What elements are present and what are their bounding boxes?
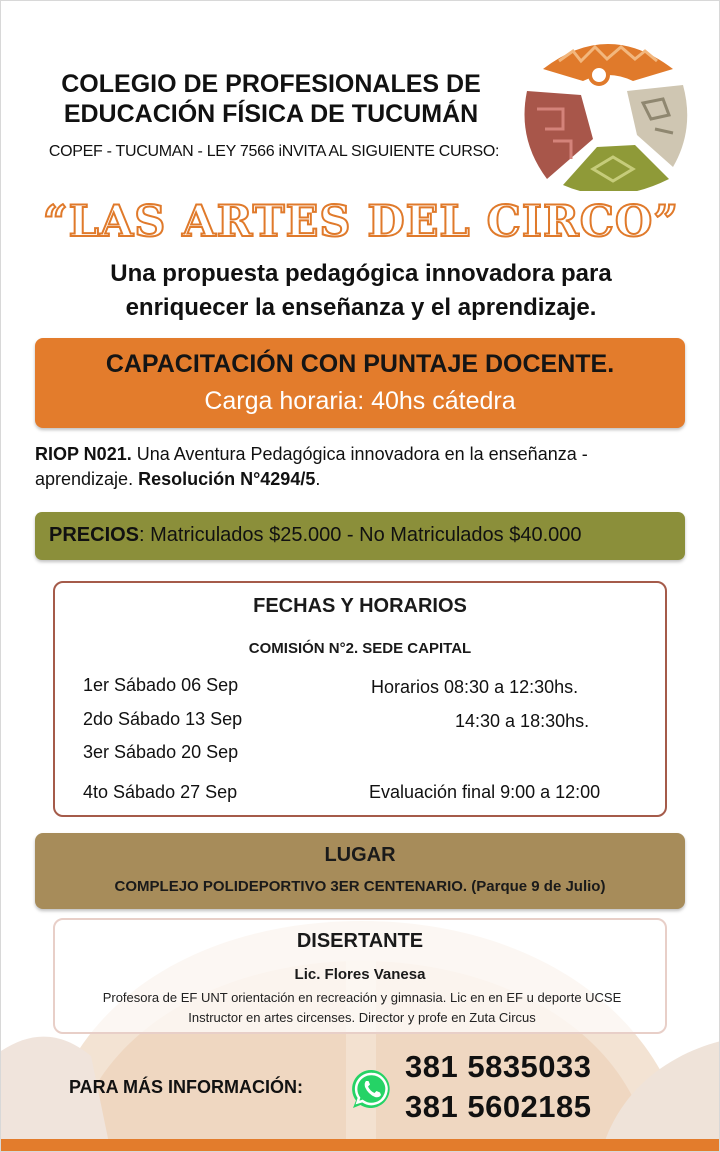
prices-banner	[35, 512, 685, 560]
place-text: COMPLEJO POLIDEPORTIVO 3ER CENTENARIO. (Parque 9 de Julio)	[114, 878, 606, 895]
riop-end: .	[315, 469, 321, 489]
organization-name	[21, 69, 521, 129]
speaker-description-2: Instructor en artes circenses. Director y profe en Zuta Circus	[188, 1010, 536, 1025]
speaker-box	[53, 918, 667, 1034]
schedule-box	[53, 581, 667, 817]
organization-name-line2: EDUCACIÓN FÍSICA DE TUCUMÁN	[63, 100, 479, 128]
schedule-hours-morning: Horarios 08:30 a 12:30hs.	[371, 677, 579, 697]
course-tagline	[1, 257, 720, 325]
bottom-accent-bar	[1, 1139, 720, 1152]
speaker-name: Lic. Flores Vanesa	[294, 966, 426, 983]
schedule-date-1: 1er Sábado 06 Sep	[83, 675, 239, 695]
schedule-date-4: 4to Sábado 27 Sep	[83, 782, 238, 802]
invitation-subtitle: COPEF - TUCUMAN - LEY 7566 iNVITA AL SIGUIENTE CURSO:	[48, 143, 500, 160]
training-title: CAPACITACIÓN CON PUNTAJE DOCENTE.	[105, 350, 615, 378]
training-banner	[35, 338, 685, 428]
riop-code: RIOP N021.	[35, 444, 132, 464]
whatsapp-icon[interactable]	[350, 1067, 394, 1111]
course-tagline-line1: Una propuesta pedagógica innovadora para	[110, 260, 612, 287]
riop-description	[35, 442, 685, 492]
schedule-title: FECHAS Y HORARIOS	[253, 595, 467, 617]
riop-text: Una Aventura Pedagógica innovadora en la enseñanza - aprendizaje.	[35, 444, 588, 489]
place-title: LUGAR	[324, 844, 396, 866]
schedule-date-2: 2do Sábado 13 Sep	[83, 709, 243, 729]
course-tagline-line2: enriquecer la enseñanza y el aprendizaje.	[125, 294, 597, 321]
place-banner	[35, 833, 685, 909]
training-hours: Carga horaria: 40hs cátedra	[204, 387, 516, 415]
phone-number-1[interactable]: 381 5835033	[405, 1049, 592, 1084]
contact-label: PARA MÁS INFORMACIÓN:	[69, 1077, 303, 1097]
prices-text	[49, 524, 582, 547]
course-title: “LAS ARTES DEL CIRCO”	[42, 197, 680, 247]
schedule-date-3: 3er Sábado 20 Sep	[83, 742, 239, 762]
phone-number-2[interactable]: 381 5602185	[405, 1089, 592, 1124]
speaker-title: DISERTANTE	[296, 930, 424, 952]
schedule-final-evaluation: Evaluación final 9:00 a 12:00	[369, 782, 601, 802]
riop-resolution: Resolución N°4294/5	[138, 469, 316, 489]
schedule-hours-afternoon: 14:30 a 18:30hs.	[455, 711, 590, 731]
copef-logo	[523, 29, 693, 191]
organization-name-line1: COLEGIO DE PROFESIONALES DE	[61, 70, 481, 98]
prices-values: : Matriculados $25.000 - No Matriculados $40.000	[139, 524, 582, 546]
schedule-commission: COMISIÓN N°2. SEDE CAPITAL	[248, 640, 472, 657]
speaker-description-1: Profesora de EF UNT orientación en recreación y gimnasia. Lic en en EF u deporte UCSE	[102, 990, 622, 1005]
prices-label: PRECIOS	[49, 524, 140, 546]
